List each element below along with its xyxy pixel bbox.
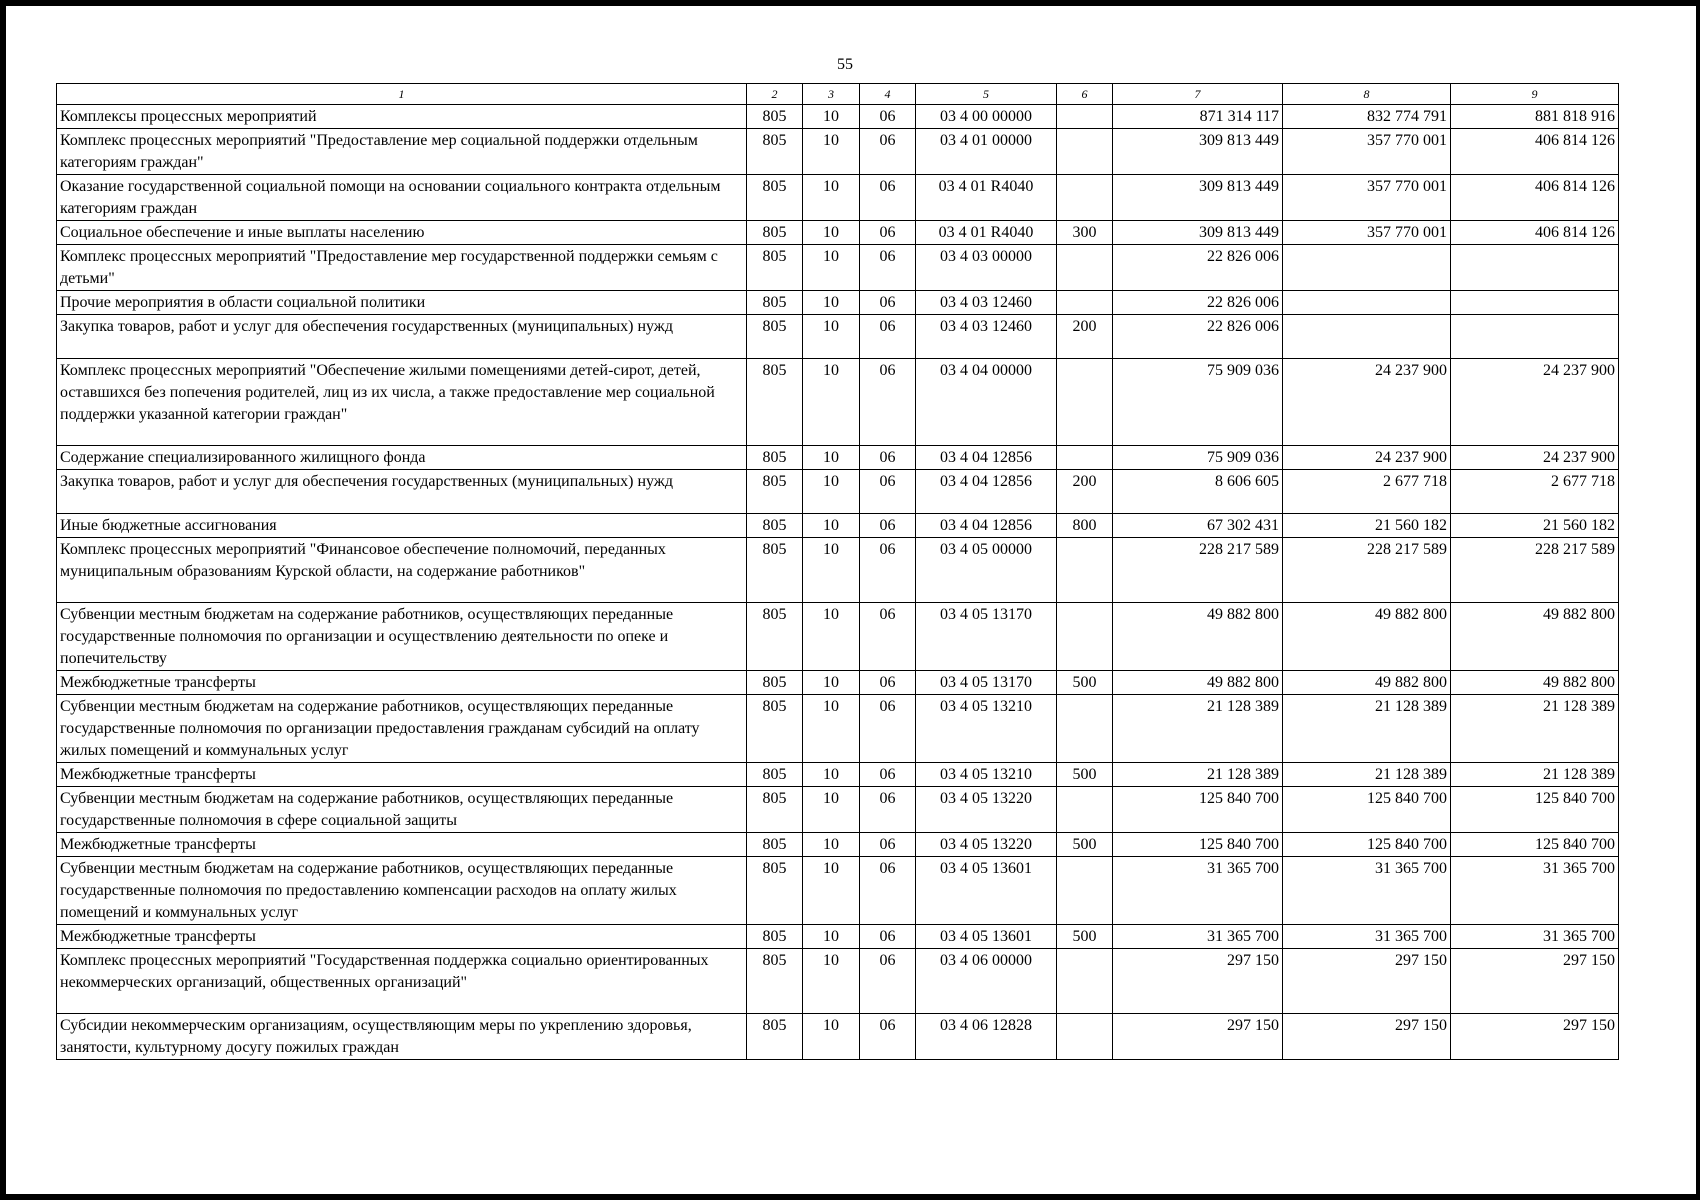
amount-year1-cell: 297 150 (1113, 949, 1283, 1014)
subsection-code-cell: 06 (860, 1014, 916, 1060)
amount-year3-cell: 24 237 900 (1451, 359, 1619, 446)
amount-year2-cell: 297 150 (1283, 1014, 1451, 1060)
amount-year3-cell: 406 814 126 (1451, 129, 1619, 175)
admin-code-cell: 805 (747, 446, 803, 470)
admin-code-cell: 805 (747, 833, 803, 857)
expense-type-cell (1057, 857, 1113, 925)
amount-year3-cell: 406 814 126 (1451, 175, 1619, 221)
amount-year2-cell: 21 560 182 (1283, 514, 1451, 538)
target-article-cell: 03 4 04 12856 (916, 446, 1057, 470)
row-name-cell: Субвенции местным бюджетам на содержание работников, осуществляющих переданные государственные полномочия по организации и осуществлению деятельности по опеке и попечительству (57, 603, 747, 671)
target-article-cell: 03 4 05 13210 (916, 763, 1057, 787)
table-row (57, 671, 1619, 695)
amount-year3-cell: 228 217 589 (1451, 538, 1619, 603)
admin-code-cell: 805 (747, 857, 803, 925)
amount-year2-cell: 21 128 389 (1283, 763, 1451, 787)
row-name-cell: Закупка товаров, работ и услуг для обеспечения государственных (муниципальных) нужд (57, 315, 747, 359)
table-row (57, 763, 1619, 787)
amount-year1-cell: 22 826 006 (1113, 315, 1283, 359)
amount-year3-cell: 297 150 (1451, 1014, 1619, 1060)
target-article-cell: 03 4 03 00000 (916, 245, 1057, 291)
amount-year2-cell: 228 217 589 (1283, 538, 1451, 603)
admin-code-cell: 805 (747, 763, 803, 787)
amount-year3-cell: 406 814 126 (1451, 221, 1619, 245)
admin-code-cell: 805 (747, 175, 803, 221)
target-article-cell: 03 4 06 00000 (916, 949, 1057, 1014)
table-row (57, 538, 1619, 603)
row-name-cell: Комплексы процессных мероприятий (57, 105, 747, 129)
column-header: 6 (1057, 84, 1113, 105)
table-row (57, 105, 1619, 129)
amount-year2-cell (1283, 315, 1451, 359)
amount-year2-cell: 31 365 700 (1283, 925, 1451, 949)
subsection-code-cell: 06 (860, 446, 916, 470)
target-article-cell: 03 4 04 12856 (916, 514, 1057, 538)
table-row (57, 787, 1619, 833)
table-row (57, 514, 1619, 538)
page-number-text: 55 (837, 56, 853, 73)
expense-type-cell: 200 (1057, 315, 1113, 359)
section-code-cell: 10 (803, 787, 860, 833)
admin-code-cell: 805 (747, 671, 803, 695)
expense-type-cell: 500 (1057, 833, 1113, 857)
amount-year3-cell: 125 840 700 (1451, 787, 1619, 833)
target-article-cell: 03 4 01 00000 (916, 129, 1057, 175)
target-article-cell: 03 4 05 13220 (916, 787, 1057, 833)
amount-year1-cell: 21 128 389 (1113, 763, 1283, 787)
column-header: 7 (1113, 84, 1283, 105)
table-row (57, 446, 1619, 470)
amount-year2-cell: 832 774 791 (1283, 105, 1451, 129)
expense-type-cell (1057, 129, 1113, 175)
amount-year3-cell: 21 128 389 (1451, 695, 1619, 763)
row-name-cell: Оказание государственной социальной помощи на основании социального контракта отдельным категориям граждан (57, 175, 747, 221)
target-article-cell: 03 4 04 12856 (916, 470, 1057, 514)
scan-edge (1696, 0, 1700, 1200)
expense-type-cell: 800 (1057, 514, 1113, 538)
section-code-cell: 10 (803, 949, 860, 1014)
page-number (0, 56, 1700, 74)
amount-year2-cell (1283, 291, 1451, 315)
expense-type-cell (1057, 1014, 1113, 1060)
subsection-code-cell: 06 (860, 763, 916, 787)
amount-year3-cell: 49 882 800 (1451, 603, 1619, 671)
amount-year2-cell: 357 770 001 (1283, 129, 1451, 175)
amount-year3-cell (1451, 315, 1619, 359)
amount-year3-cell: 24 237 900 (1451, 446, 1619, 470)
subsection-code-cell: 06 (860, 129, 916, 175)
amount-year3-cell: 31 365 700 (1451, 857, 1619, 925)
amount-year2-cell: 125 840 700 (1283, 833, 1451, 857)
admin-code-cell: 805 (747, 949, 803, 1014)
budget-table (56, 83, 1619, 1060)
subsection-code-cell: 06 (860, 671, 916, 695)
amount-year1-cell: 309 813 449 (1113, 175, 1283, 221)
row-name-cell: Межбюджетные трансферты (57, 671, 747, 695)
amount-year1-cell: 309 813 449 (1113, 221, 1283, 245)
admin-code-cell: 805 (747, 221, 803, 245)
section-code-cell: 10 (803, 538, 860, 603)
amount-year1-cell: 22 826 006 (1113, 245, 1283, 291)
subsection-code-cell: 06 (860, 245, 916, 291)
admin-code-cell: 805 (747, 787, 803, 833)
table-row (57, 833, 1619, 857)
amount-year1-cell: 49 882 800 (1113, 671, 1283, 695)
amount-year3-cell: 2 677 718 (1451, 470, 1619, 514)
amount-year3-cell (1451, 291, 1619, 315)
table-row (57, 315, 1619, 359)
expense-type-cell: 500 (1057, 925, 1113, 949)
amount-year2-cell (1283, 245, 1451, 291)
target-article-cell: 03 4 05 13601 (916, 857, 1057, 925)
amount-year2-cell: 24 237 900 (1283, 446, 1451, 470)
row-name-cell: Межбюджетные трансферты (57, 833, 747, 857)
subsection-code-cell: 06 (860, 603, 916, 671)
expense-type-cell (1057, 446, 1113, 470)
amount-year3-cell: 297 150 (1451, 949, 1619, 1014)
section-code-cell: 10 (803, 446, 860, 470)
subsection-code-cell: 06 (860, 514, 916, 538)
expense-type-cell (1057, 603, 1113, 671)
subsection-code-cell: 06 (860, 315, 916, 359)
section-code-cell: 10 (803, 359, 860, 446)
target-article-cell: 03 4 03 12460 (916, 291, 1057, 315)
amount-year3-cell: 881 818 916 (1451, 105, 1619, 129)
expense-type-cell (1057, 245, 1113, 291)
target-article-cell: 03 4 00 00000 (916, 105, 1057, 129)
table-row (57, 470, 1619, 514)
amount-year2-cell: 21 128 389 (1283, 695, 1451, 763)
amount-year1-cell: 125 840 700 (1113, 833, 1283, 857)
section-code-cell: 10 (803, 175, 860, 221)
subsection-code-cell: 06 (860, 857, 916, 925)
target-article-cell: 03 4 01 R4040 (916, 175, 1057, 221)
table-row (57, 175, 1619, 221)
row-name-cell: Субвенции местным бюджетам на содержание работников, осуществляющих переданные государственные полномочия по предоставлению компенсации расходов на оплату жилых помещений и коммунальных услуг (57, 857, 747, 925)
table-row (57, 925, 1619, 949)
amount-year2-cell: 357 770 001 (1283, 221, 1451, 245)
expense-type-cell: 200 (1057, 470, 1113, 514)
column-header: 8 (1283, 84, 1451, 105)
admin-code-cell: 805 (747, 129, 803, 175)
row-name-cell: Субвенции местным бюджетам на содержание работников, осуществляющих переданные государственные полномочия в сфере социальной защиты (57, 787, 747, 833)
amount-year2-cell: 31 365 700 (1283, 857, 1451, 925)
row-name-cell: Социальное обеспечение и иные выплаты населению (57, 221, 747, 245)
section-code-cell: 10 (803, 763, 860, 787)
column-header: 3 (803, 84, 860, 105)
table-row (57, 359, 1619, 446)
expense-type-cell: 500 (1057, 671, 1113, 695)
expense-type-cell (1057, 949, 1113, 1014)
row-name-cell: Закупка товаров, работ и услуг для обеспечения государственных (муниципальных) нужд (57, 470, 747, 514)
subsection-code-cell: 06 (860, 925, 916, 949)
section-code-cell: 10 (803, 291, 860, 315)
admin-code-cell: 805 (747, 603, 803, 671)
row-name-cell: Субсидии некоммерческим организациям, осуществляющим меры по укреплению здоровья, занятости, культурному досугу пожилых граждан (57, 1014, 747, 1060)
amount-year1-cell: 67 302 431 (1113, 514, 1283, 538)
target-article-cell: 03 4 04 00000 (916, 359, 1057, 446)
section-code-cell: 10 (803, 221, 860, 245)
amount-year1-cell: 49 882 800 (1113, 603, 1283, 671)
expense-type-cell (1057, 105, 1113, 129)
admin-code-cell: 805 (747, 470, 803, 514)
amount-year3-cell: 21 560 182 (1451, 514, 1619, 538)
section-code-cell: 10 (803, 925, 860, 949)
expense-type-cell (1057, 175, 1113, 221)
amount-year1-cell: 297 150 (1113, 1014, 1283, 1060)
table-row (57, 695, 1619, 763)
subsection-code-cell: 06 (860, 105, 916, 129)
target-article-cell: 03 4 05 00000 (916, 538, 1057, 603)
target-article-cell: 03 4 05 13170 (916, 671, 1057, 695)
target-article-cell: 03 4 06 12828 (916, 1014, 1057, 1060)
table-row (57, 603, 1619, 671)
expense-type-cell (1057, 538, 1113, 603)
table-row (57, 245, 1619, 291)
target-article-cell: 03 4 05 13220 (916, 833, 1057, 857)
amount-year1-cell: 871 314 117 (1113, 105, 1283, 129)
section-code-cell: 10 (803, 105, 860, 129)
section-code-cell: 10 (803, 129, 860, 175)
section-code-cell: 10 (803, 833, 860, 857)
row-name-cell: Комплекс процессных мероприятий "Обеспечение жилыми помещениями детей-сирот, детей, оставшихся без попечения родителей, лиц из их числа, а также предоставление мер социальной поддержки указанной категории граждан" (57, 359, 747, 446)
target-article-cell: 03 4 03 12460 (916, 315, 1057, 359)
subsection-code-cell: 06 (860, 470, 916, 514)
amount-year3-cell: 21 128 389 (1451, 763, 1619, 787)
section-code-cell: 10 (803, 857, 860, 925)
target-article-cell: 03 4 05 13170 (916, 603, 1057, 671)
table-row (57, 857, 1619, 925)
amount-year1-cell: 8 606 605 (1113, 470, 1283, 514)
subsection-code-cell: 06 (860, 833, 916, 857)
target-article-cell: 03 4 05 13601 (916, 925, 1057, 949)
expense-type-cell (1057, 291, 1113, 315)
expense-type-cell (1057, 787, 1113, 833)
amount-year1-cell: 309 813 449 (1113, 129, 1283, 175)
column-header: 9 (1451, 84, 1619, 105)
subsection-code-cell: 06 (860, 359, 916, 446)
admin-code-cell: 805 (747, 291, 803, 315)
amount-year1-cell: 125 840 700 (1113, 787, 1283, 833)
row-name-cell: Прочие мероприятия в области социальной политики (57, 291, 747, 315)
amount-year2-cell: 49 882 800 (1283, 603, 1451, 671)
row-name-cell: Содержание специализированного жилищного фонда (57, 446, 747, 470)
table-row (57, 291, 1619, 315)
admin-code-cell: 805 (747, 514, 803, 538)
amount-year2-cell: 49 882 800 (1283, 671, 1451, 695)
subsection-code-cell: 06 (860, 175, 916, 221)
amount-year1-cell: 75 909 036 (1113, 359, 1283, 446)
amount-year2-cell: 2 677 718 (1283, 470, 1451, 514)
amount-year3-cell: 49 882 800 (1451, 671, 1619, 695)
amount-year3-cell: 125 840 700 (1451, 833, 1619, 857)
amount-year1-cell: 31 365 700 (1113, 925, 1283, 949)
subsection-code-cell: 06 (860, 949, 916, 1014)
expense-type-cell: 500 (1057, 763, 1113, 787)
target-article-cell: 03 4 05 13210 (916, 695, 1057, 763)
expense-type-cell (1057, 359, 1113, 446)
admin-code-cell: 805 (747, 105, 803, 129)
admin-code-cell: 805 (747, 315, 803, 359)
admin-code-cell: 805 (747, 925, 803, 949)
admin-code-cell: 805 (747, 359, 803, 446)
column-header: 2 (747, 84, 803, 105)
column-header: 1 (57, 84, 747, 105)
expense-type-cell (1057, 695, 1113, 763)
section-code-cell: 10 (803, 695, 860, 763)
subsection-code-cell: 06 (860, 291, 916, 315)
target-article-cell: 03 4 01 R4040 (916, 221, 1057, 245)
subsection-code-cell: 06 (860, 221, 916, 245)
section-code-cell: 10 (803, 1014, 860, 1060)
amount-year3-cell: 31 365 700 (1451, 925, 1619, 949)
section-code-cell: 10 (803, 470, 860, 514)
subsection-code-cell: 06 (860, 695, 916, 763)
table-row (57, 949, 1619, 1014)
column-header: 4 (860, 84, 916, 105)
section-code-cell: 10 (803, 514, 860, 538)
row-name-cell: Межбюджетные трансферты (57, 763, 747, 787)
section-code-cell: 10 (803, 603, 860, 671)
section-code-cell: 10 (803, 245, 860, 291)
amount-year1-cell: 22 826 006 (1113, 291, 1283, 315)
amount-year1-cell: 31 365 700 (1113, 857, 1283, 925)
row-name-cell: Межбюджетные трансферты (57, 925, 747, 949)
admin-code-cell: 805 (747, 538, 803, 603)
section-code-cell: 10 (803, 671, 860, 695)
expense-type-cell: 300 (1057, 221, 1113, 245)
admin-code-cell: 805 (747, 695, 803, 763)
row-name-cell: Иные бюджетные ассигнования (57, 514, 747, 538)
amount-year1-cell: 228 217 589 (1113, 538, 1283, 603)
amount-year3-cell (1451, 245, 1619, 291)
amount-year2-cell: 24 237 900 (1283, 359, 1451, 446)
row-name-cell: Комплекс процессных мероприятий "Предоставление мер государственной поддержки семьям с детьми" (57, 245, 747, 291)
table-row (57, 129, 1619, 175)
column-header: 5 (916, 84, 1057, 105)
row-name-cell: Субвенции местным бюджетам на содержание работников, осуществляющих переданные государственные полномочия по организации предоставления гражданам субсидий на оплату жилых помещений и коммунальных услуг (57, 695, 747, 763)
row-name-cell: Комплекс процессных мероприятий "Финансовое обеспечение полномочий, переданных муниципальным образованиям Курской области, на содержание работников" (57, 538, 747, 603)
subsection-code-cell: 06 (860, 538, 916, 603)
row-name-cell: Комплекс процессных мероприятий "Предоставление мер социальной поддержки отдельным категориям граждан" (57, 129, 747, 175)
table-row (57, 221, 1619, 245)
section-code-cell: 10 (803, 315, 860, 359)
row-name-cell: Комплекс процессных мероприятий "Государственная поддержка социально ориентированных некоммерческих организаций, общественных организаций" (57, 949, 747, 1014)
table-row (57, 1014, 1619, 1060)
amount-year1-cell: 75 909 036 (1113, 446, 1283, 470)
admin-code-cell: 805 (747, 245, 803, 291)
amount-year2-cell: 297 150 (1283, 949, 1451, 1014)
admin-code-cell: 805 (747, 1014, 803, 1060)
subsection-code-cell: 06 (860, 787, 916, 833)
amount-year1-cell: 21 128 389 (1113, 695, 1283, 763)
amount-year2-cell: 125 840 700 (1283, 787, 1451, 833)
column-number-row (57, 84, 1619, 105)
amount-year2-cell: 357 770 001 (1283, 175, 1451, 221)
